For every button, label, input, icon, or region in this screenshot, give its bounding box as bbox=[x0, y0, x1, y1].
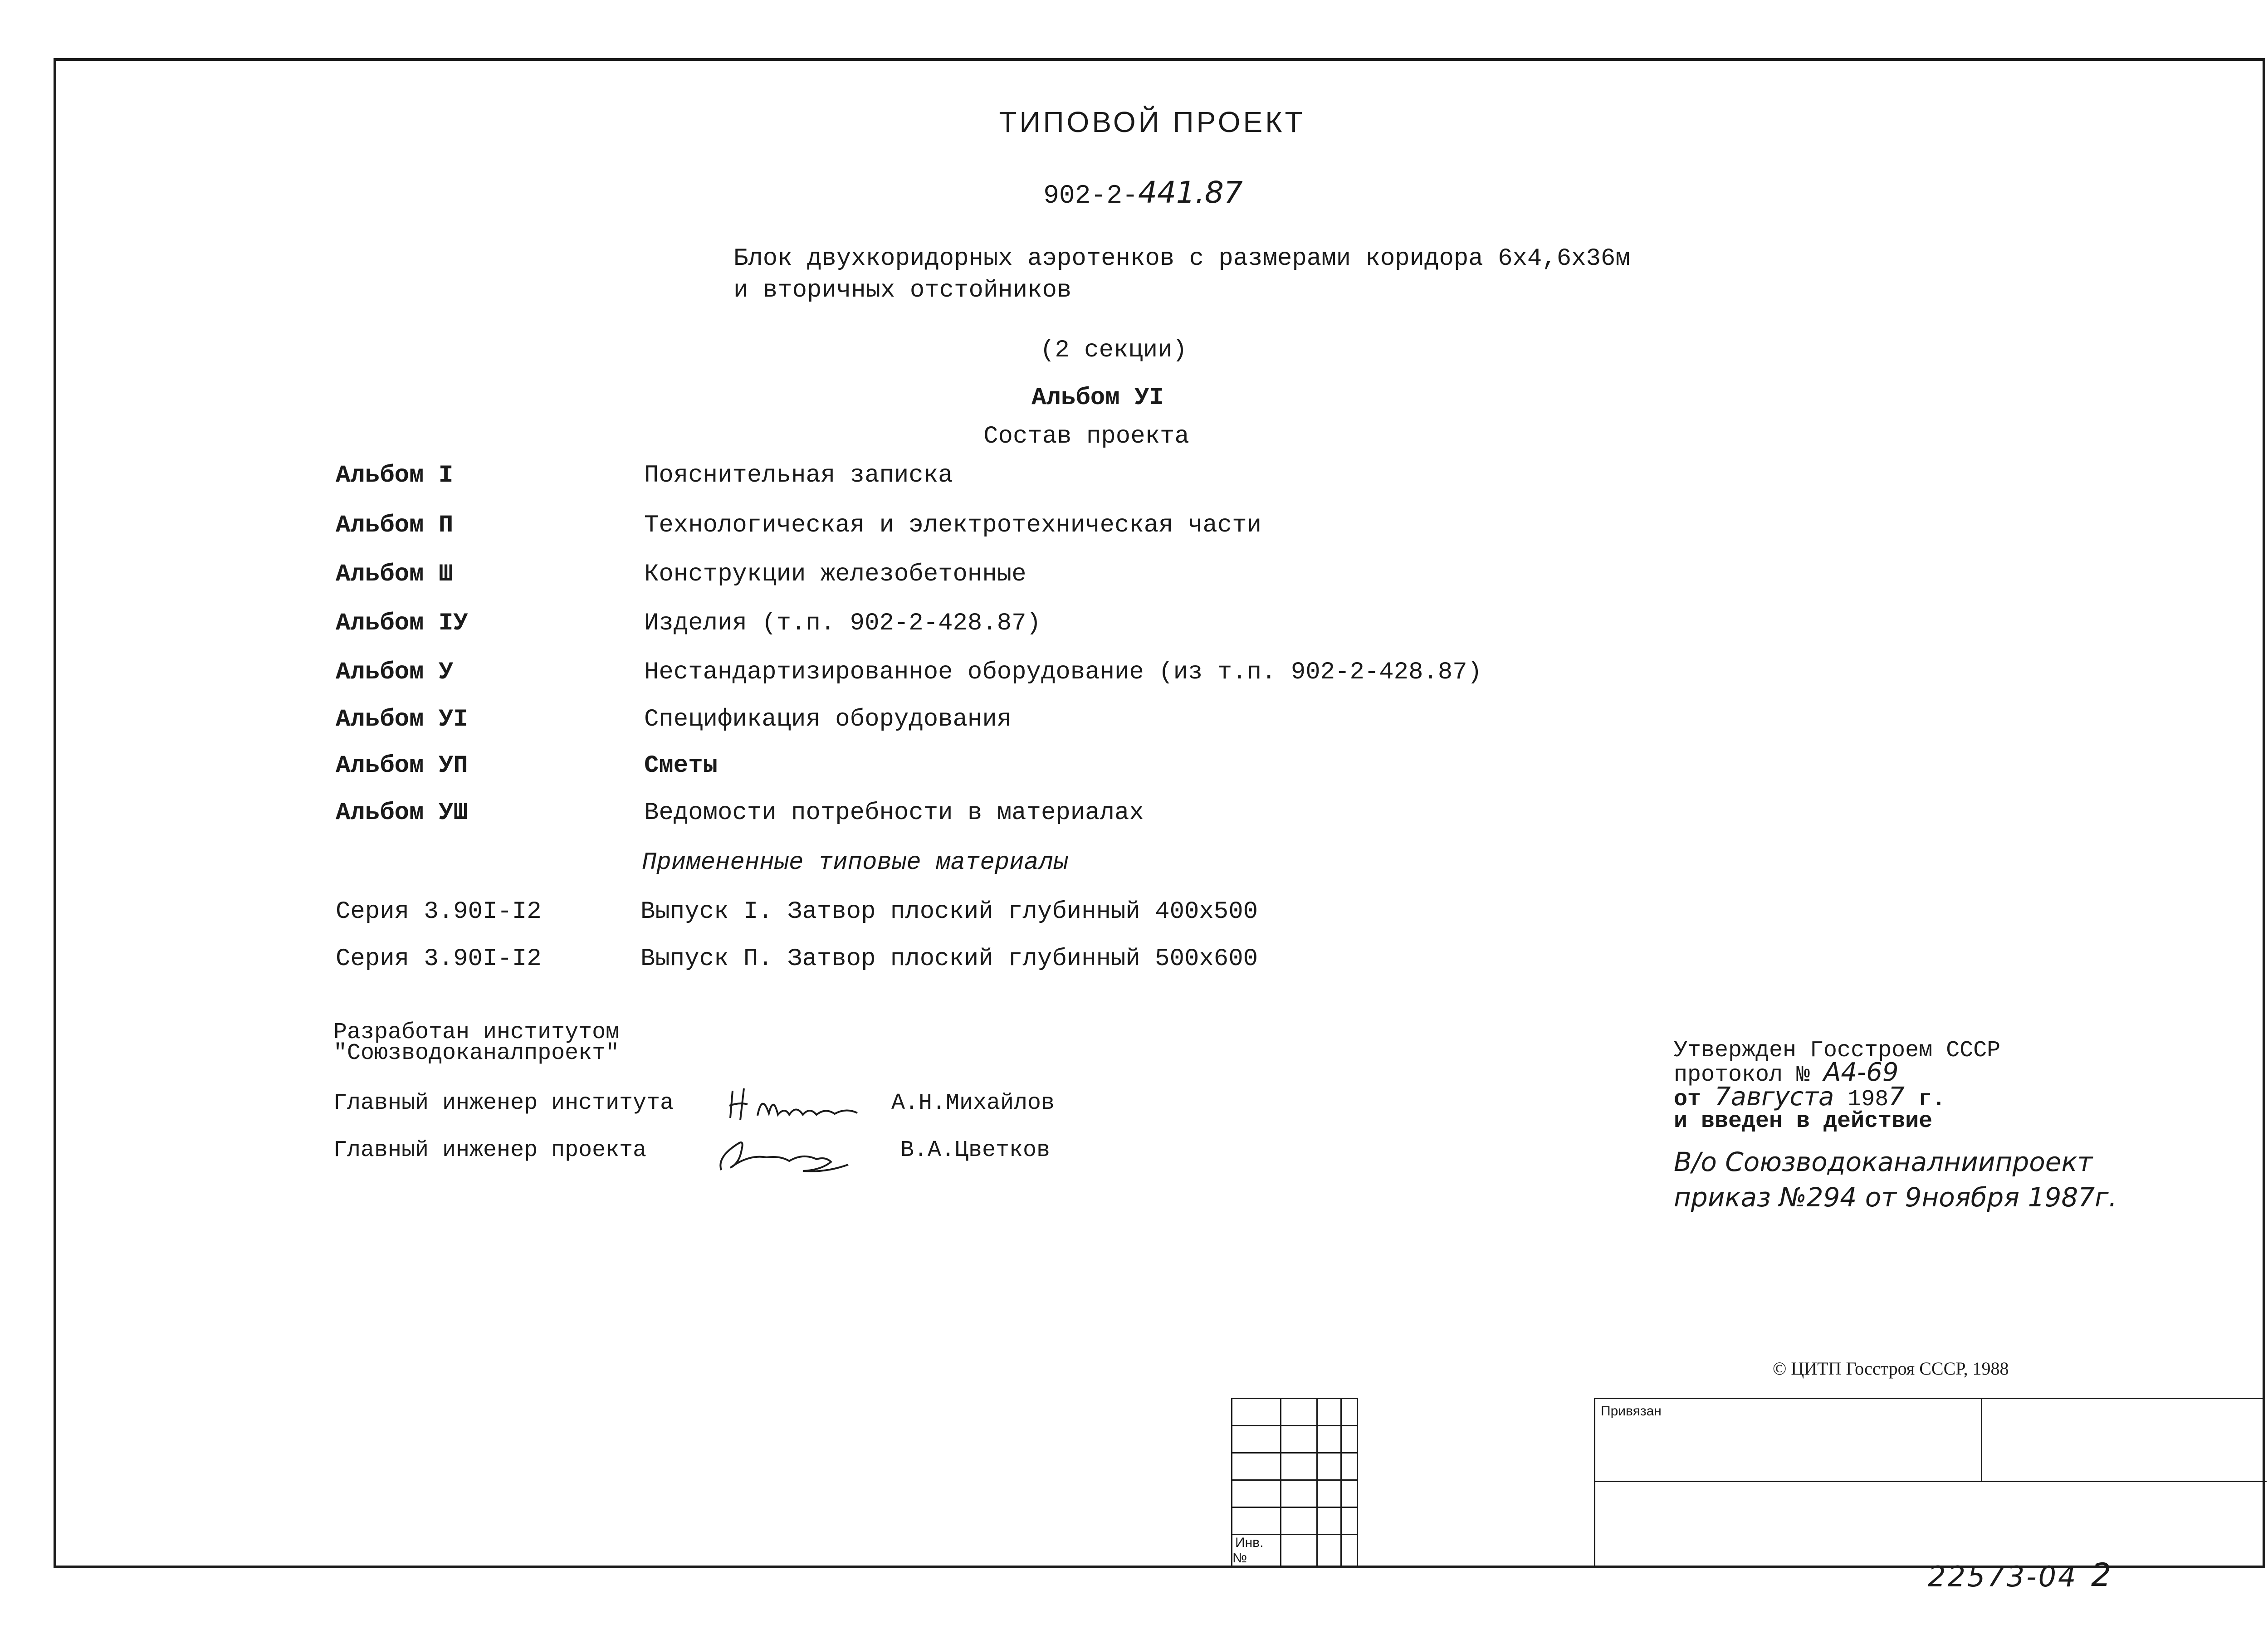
series-key: Серия 3.90I-I2 bbox=[336, 898, 542, 926]
album-key: Альбом П bbox=[336, 512, 454, 539]
approval-year-printed: 198 bbox=[1848, 1087, 1889, 1112]
copyright-notice: © ЦИТП Госстроя СССР, 1988 bbox=[1773, 1358, 2009, 1379]
album-title: Технологическая и электротехническая части bbox=[644, 512, 1262, 539]
album-title: Сметы bbox=[644, 752, 718, 780]
approval-order-line-2: приказ №294 от 9ноября 1987г. bbox=[1674, 1182, 2117, 1213]
description-line-2: и вторичных отстойников bbox=[733, 277, 1072, 304]
sections-count: (2 секции) bbox=[1040, 337, 1188, 364]
chief-engineer-project-name: В.А.Цветков bbox=[900, 1137, 1051, 1163]
description-line-1: Блок двухкоридорных аэротенков с размерами коридора 6х4,6х36м bbox=[733, 245, 1630, 273]
signature-tsvetkov bbox=[712, 1129, 862, 1179]
album-key: Альбом УП bbox=[336, 752, 468, 780]
project-code-handwritten: 441.87 bbox=[1138, 175, 1243, 210]
title-block bbox=[1594, 1398, 2265, 1566]
approval-order-line-1: В/о Союзводоканалниипроект bbox=[1674, 1146, 2093, 1177]
title-block-divider bbox=[1981, 1399, 1982, 1481]
album-title: Пояснительная записка bbox=[644, 462, 953, 489]
album-key: Альбом Ш bbox=[336, 561, 454, 588]
approval-year-suffix: г. bbox=[1918, 1087, 1945, 1112]
album-title: Конструкции железобетонные bbox=[644, 561, 1026, 588]
chief-engineer-institute-label: Главный инженер института bbox=[333, 1090, 674, 1116]
contents-heading: Состав проекта bbox=[983, 423, 1189, 450]
tied-label: Привязан bbox=[1601, 1404, 1662, 1419]
project-code bbox=[1043, 175, 1243, 211]
series-key: Серия 3.90I-I2 bbox=[336, 945, 542, 973]
signature-mikhailov bbox=[726, 1079, 875, 1129]
inventory-number-label: Инв. № bbox=[1232, 1535, 1264, 1566]
sheet-number: 2 bbox=[2091, 1556, 2112, 1594]
chief-engineer-institute-name: А.Н.Михайлов bbox=[891, 1090, 1055, 1116]
title-block-divider bbox=[1595, 1481, 2267, 1482]
album-key: Альбом УI bbox=[336, 706, 468, 733]
album-key: Альбом IУ bbox=[336, 610, 468, 637]
chief-engineer-project-label: Главный инженер проекта bbox=[333, 1137, 647, 1163]
developer-line-1: Разработан институтом bbox=[333, 1019, 620, 1045]
approval-year-handwritten: 7 bbox=[1888, 1082, 1905, 1112]
album-title: Изделия (т.п. 902-2-428.87) bbox=[644, 610, 1041, 637]
album-title: Спецификация оборудования bbox=[644, 706, 1012, 733]
album-title: Ведомости потребности в материалах bbox=[644, 799, 1144, 827]
album-heading: Альбом УI bbox=[1031, 384, 1164, 412]
approval-day-month: 7августа bbox=[1715, 1082, 1834, 1112]
approval-date bbox=[1674, 1082, 1945, 1112]
document-number: 22573-04 bbox=[1928, 1560, 2078, 1593]
album-key: Альбом УШ bbox=[336, 799, 468, 827]
developer-line-2: "Союзводоканалпроект" bbox=[333, 1040, 620, 1066]
document-title: ТИПОВОЙ ПРОЕКТ bbox=[999, 106, 1305, 138]
applied-materials-heading: Примененные типовые материалы bbox=[642, 849, 1068, 877]
protocol-label: протокол № bbox=[1674, 1062, 1810, 1088]
series-title: Выпуск П. Затвор плоский глубинный 500х600 bbox=[640, 945, 1258, 973]
revision-table bbox=[1231, 1398, 1358, 1567]
protocol-number: А4-69 bbox=[1823, 1058, 1899, 1087]
project-code-printed: 902-2- bbox=[1043, 181, 1138, 211]
from-label: от bbox=[1674, 1087, 1701, 1112]
album-key: Альбом У bbox=[336, 658, 454, 686]
album-title: Нестандартизированное оборудование (из т.п. 902-2-428.87) bbox=[644, 658, 1482, 686]
approval-line-1: Утвержден Госстроем СССР bbox=[1674, 1038, 2001, 1063]
series-title: Выпуск I. Затвор плоский глубинный 400х500 bbox=[640, 898, 1258, 926]
approval-line-4: и введен в действие bbox=[1674, 1108, 1933, 1134]
album-key: Альбом I bbox=[336, 462, 454, 489]
